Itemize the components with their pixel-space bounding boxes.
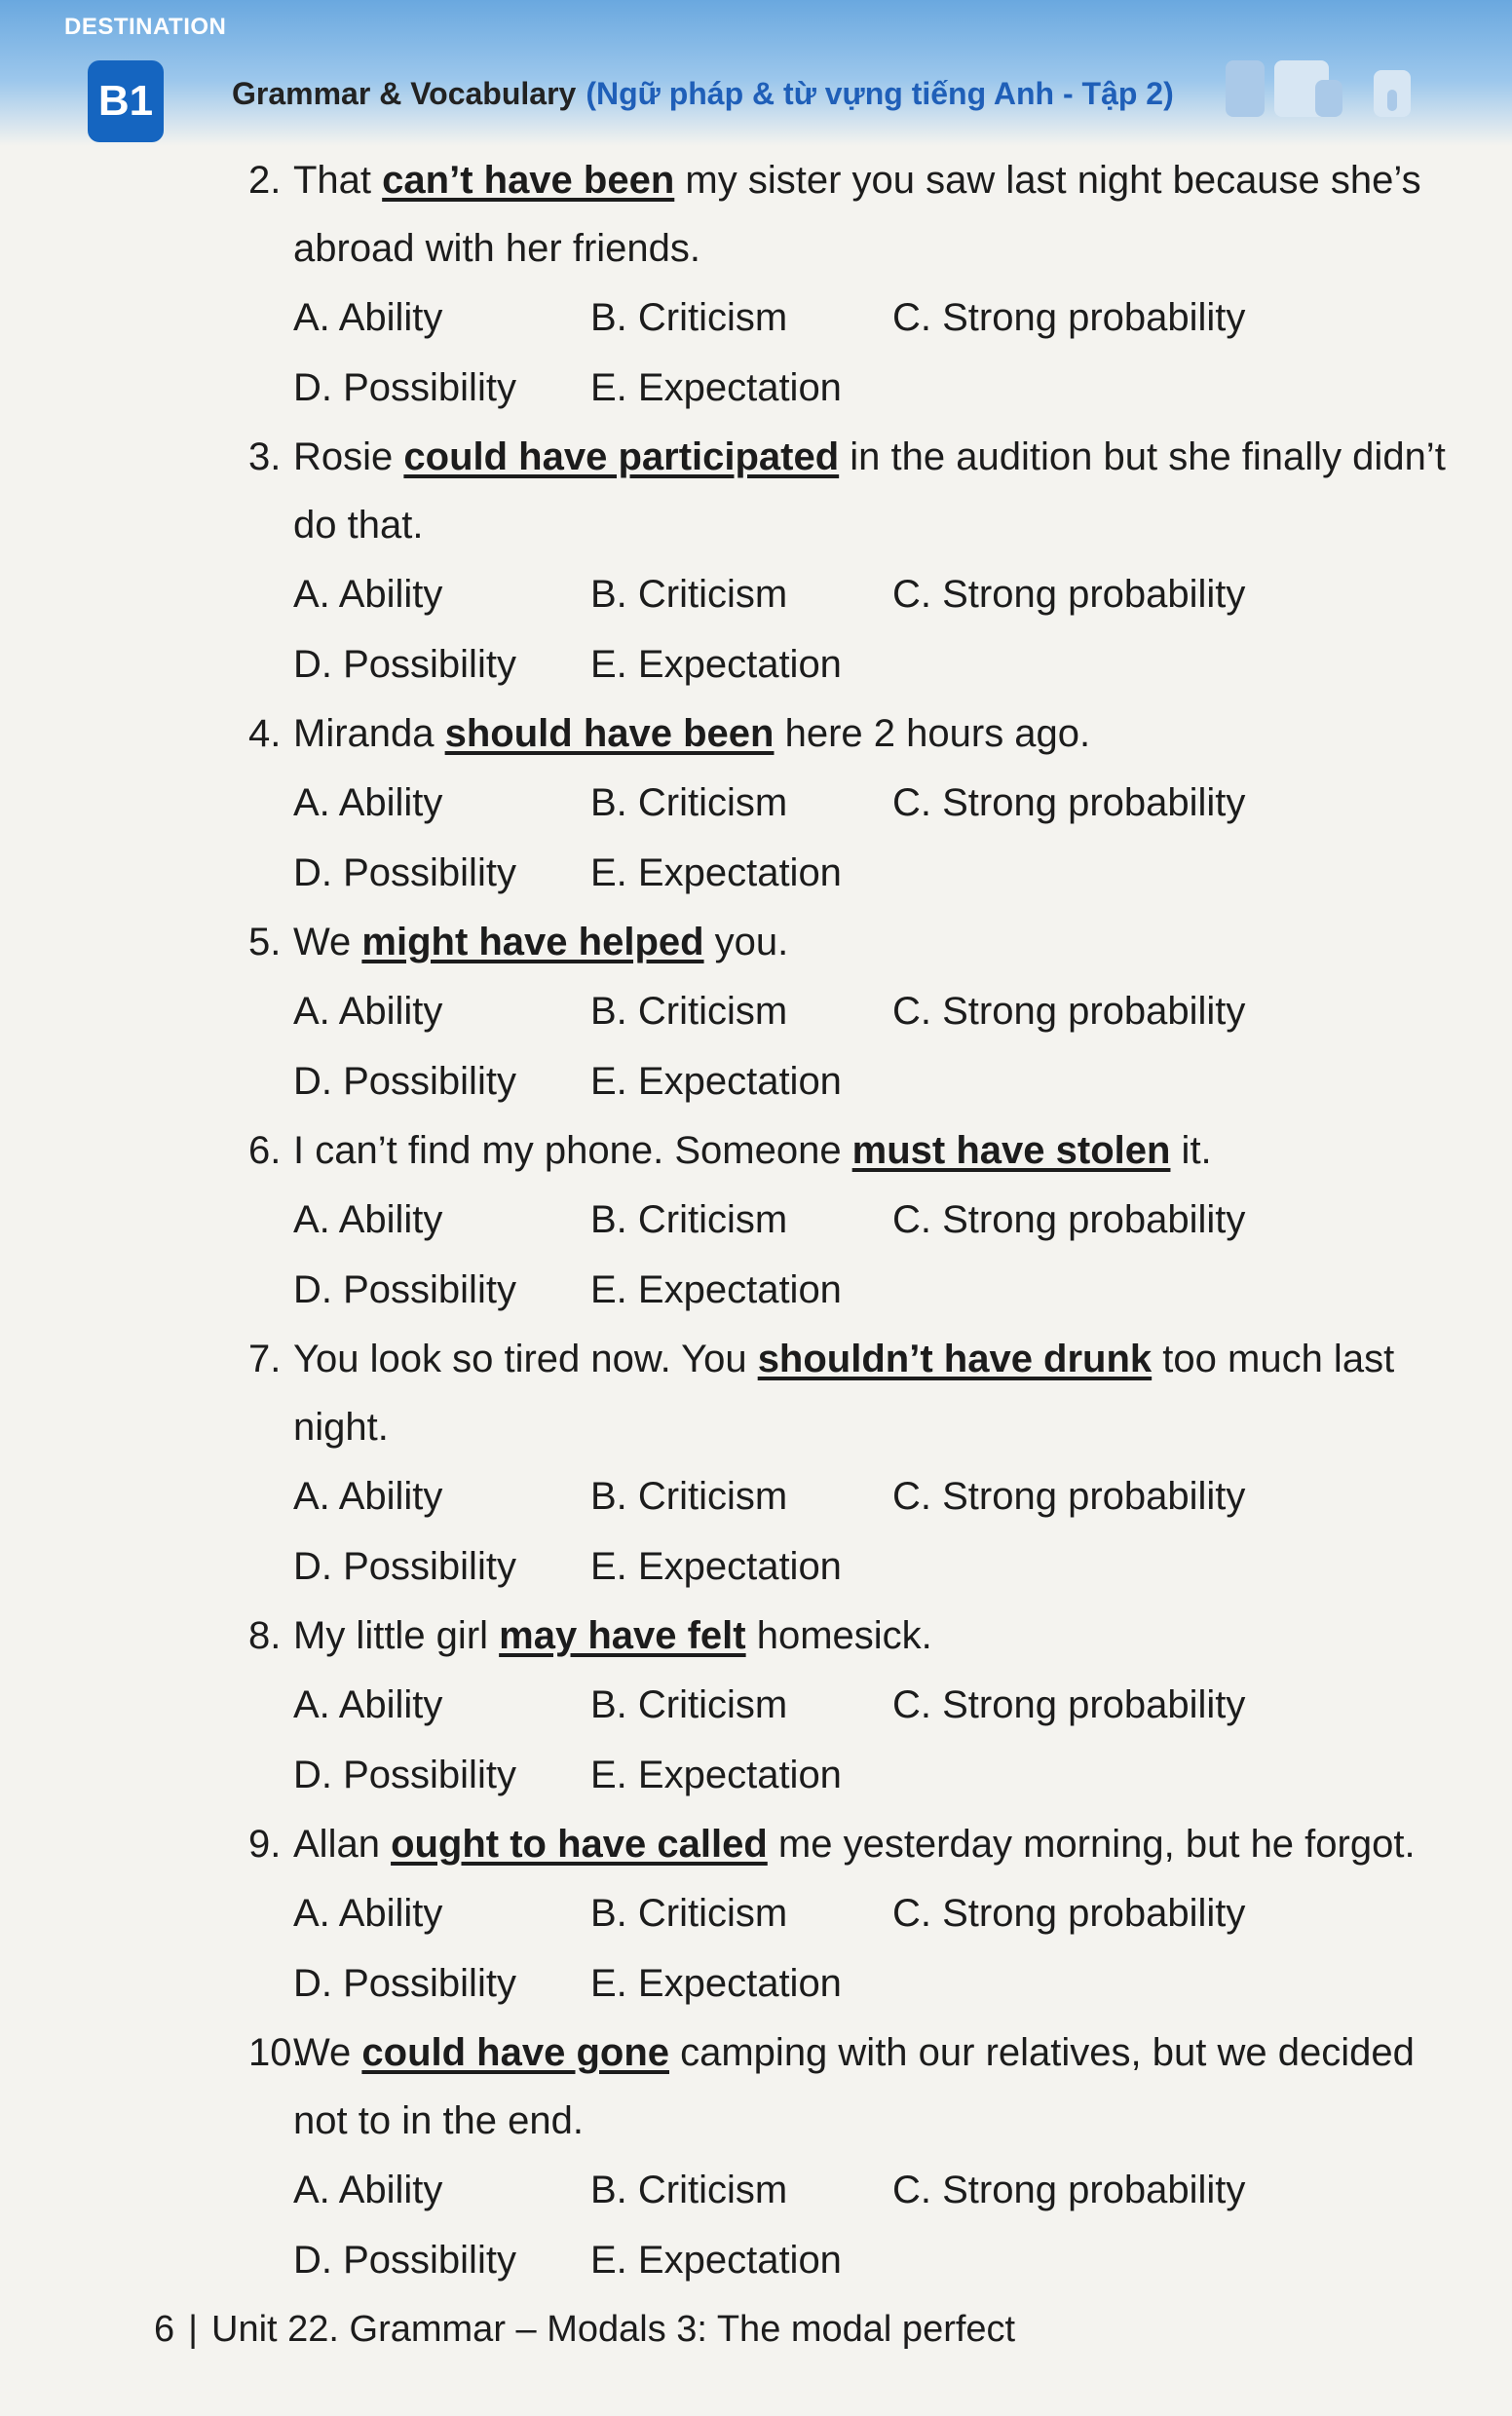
series-label: DESTINATION <box>64 14 227 40</box>
footer-separator: | <box>188 2309 199 2350</box>
question-item <box>248 1810 1456 2019</box>
question-number: 9. <box>248 1823 282 1866</box>
question-stem-before: My little girl <box>293 1614 500 1657</box>
book-title-sub: (Ngữ pháp & từ vựng tiếng Anh - Tập 2) <box>586 76 1174 111</box>
answer-option[interactable]: C. Strong probability <box>892 1892 1246 1935</box>
decorative-tab <box>1315 80 1342 117</box>
answer-option[interactable]: E. Expectation <box>590 1754 842 1796</box>
question-stem-after: homesick. <box>745 1614 932 1657</box>
answer-option[interactable]: D. Possibility <box>293 1754 516 1796</box>
question-item <box>248 1325 1456 1602</box>
question-stem-after: me yesterday morning, but he forgot. <box>767 1823 1416 1866</box>
answer-option[interactable]: B. Criticism <box>590 2169 788 2211</box>
answer-option[interactable]: B. Criticism <box>590 1683 788 1726</box>
answer-option[interactable]: A. Ability <box>293 990 443 1033</box>
decorative-tab <box>1226 60 1265 117</box>
question-stem-before: Allan <box>293 1823 392 1866</box>
modal-phrase: can’t have been <box>382 159 675 202</box>
answer-option[interactable]: D. Possibility <box>293 1545 516 1588</box>
question-number: 6. <box>248 1129 282 1172</box>
question-stem-after: in the audition but she finally didn’t do that. <box>293 435 1446 547</box>
question-stem-after: my sister you saw last night because she’s abroad with her friends. <box>293 159 1421 270</box>
book-title <box>232 76 1174 112</box>
answer-option[interactable]: D. Possibility <box>293 1962 516 2005</box>
question-text <box>248 1602 1456 1670</box>
question-item <box>248 1116 1456 1325</box>
answer-option[interactable]: C. Strong probability <box>892 296 1246 339</box>
answer-option[interactable]: C. Strong probability <box>892 990 1246 1033</box>
answer-option[interactable]: E. Expectation <box>590 366 842 409</box>
answer-options <box>293 283 1456 423</box>
question-stem-after: too much last night. <box>293 1338 1395 1449</box>
question-item <box>248 699 1456 908</box>
answer-options <box>293 1461 1456 1602</box>
answer-option[interactable]: D. Possibility <box>293 2239 516 2282</box>
modal-phrase: ought to have called <box>391 1823 768 1866</box>
answer-option[interactable]: A. Ability <box>293 1198 443 1241</box>
question-number: 3. <box>248 435 282 478</box>
answer-options <box>293 976 1456 1116</box>
answer-option[interactable]: E. Expectation <box>590 851 842 894</box>
answer-option[interactable]: C. Strong probability <box>892 573 1246 616</box>
question-stem-before: You look so tired now. You <box>293 1338 758 1380</box>
question-item <box>248 908 1456 1116</box>
question-number: 10. <box>248 2031 303 2074</box>
answer-option[interactable]: D. Possibility <box>293 851 516 894</box>
question-stem-after: you. <box>703 921 789 963</box>
question-stem-after: camping with our relatives, but we decided not to in the end. <box>293 2031 1415 2142</box>
question-text <box>248 423 1456 559</box>
question-stem-before: That <box>293 159 383 202</box>
answer-options <box>293 1185 1456 1325</box>
question-stem-before: We <box>293 2031 362 2074</box>
answer-option[interactable]: A. Ability <box>293 781 443 824</box>
answer-option[interactable]: C. Strong probability <box>892 1475 1246 1518</box>
answer-option[interactable]: E. Expectation <box>590 1268 842 1311</box>
book-title-main: Grammar & Vocabulary <box>232 76 577 111</box>
question-number: 8. <box>248 1614 282 1657</box>
answer-options <box>293 1878 1456 2019</box>
answer-options <box>293 768 1456 908</box>
modal-phrase: could have gone <box>361 2031 669 2074</box>
modal-phrase: should have been <box>444 712 775 755</box>
answer-option[interactable]: A. Ability <box>293 1683 443 1726</box>
answer-option[interactable]: B. Criticism <box>590 1475 788 1518</box>
answer-option[interactable]: B. Criticism <box>590 781 788 824</box>
answer-option[interactable]: C. Strong probability <box>892 781 1246 824</box>
answer-options <box>293 559 1456 699</box>
answer-option[interactable]: E. Expectation <box>590 1962 842 2005</box>
question-stem-before: I can’t find my phone. Someone <box>293 1129 852 1172</box>
answer-option[interactable]: E. Expectation <box>590 1060 842 1103</box>
question-item <box>248 423 1456 699</box>
answer-option[interactable]: B. Criticism <box>590 1892 788 1935</box>
modal-phrase: must have stolen <box>851 1129 1171 1172</box>
question-stem-before: Rosie <box>293 435 404 478</box>
question-item <box>248 1602 1456 1810</box>
answer-option[interactable]: E. Expectation <box>590 643 842 686</box>
question-number: 5. <box>248 921 282 963</box>
question-number: 4. <box>248 712 282 755</box>
answer-option[interactable]: D. Possibility <box>293 643 516 686</box>
answer-option[interactable]: C. Strong probability <box>892 1683 1246 1726</box>
question-number: 2. <box>248 159 282 202</box>
unit-title: Unit 22. Grammar – Modals 3: The modal perfect <box>211 2309 1016 2350</box>
modal-phrase: shouldn’t have drunk <box>757 1338 1153 1380</box>
answer-option[interactable]: B. Criticism <box>590 296 788 339</box>
answer-option[interactable]: C. Strong probability <box>892 1198 1246 1241</box>
question-stem-before: Miranda <box>293 712 445 755</box>
answer-options <box>293 2155 1456 2295</box>
question-stem-before: We <box>293 921 362 963</box>
question-text <box>248 699 1456 768</box>
question-stem-after: it. <box>1170 1129 1212 1172</box>
answer-option[interactable]: C. Strong probability <box>892 2169 1246 2211</box>
question-text <box>248 2019 1456 2155</box>
answer-option[interactable]: B. Criticism <box>590 990 788 1033</box>
question-text <box>248 1116 1456 1185</box>
question-text <box>248 1325 1456 1461</box>
question-text <box>248 908 1456 976</box>
answer-option[interactable]: A. Ability <box>293 2169 443 2211</box>
answer-option[interactable]: A. Ability <box>293 1892 443 1935</box>
answer-option[interactable]: D. Possibility <box>293 1268 516 1311</box>
answer-option[interactable]: E. Expectation <box>590 2239 842 2282</box>
answer-option[interactable]: A. Ability <box>293 1475 443 1518</box>
question-item <box>248 146 1456 423</box>
answer-option[interactable]: B. Criticism <box>590 573 788 616</box>
question-item <box>248 2019 1456 2295</box>
question-text <box>248 146 1456 283</box>
answer-option[interactable]: A. Ability <box>293 573 443 616</box>
answer-options <box>293 1670 1456 1810</box>
question-list <box>0 146 1512 2295</box>
page-number: 6 <box>154 2309 175 2350</box>
answer-option[interactable]: B. Criticism <box>590 1198 788 1241</box>
question-stem-after: here 2 hours ago. <box>774 712 1091 755</box>
answer-option[interactable]: A. Ability <box>293 296 443 339</box>
modal-phrase: could have participated <box>403 435 840 478</box>
level-badge: B1 <box>88 60 164 142</box>
answer-option[interactable]: E. Expectation <box>590 1545 842 1588</box>
question-number: 7. <box>248 1338 282 1380</box>
answer-option[interactable]: D. Possibility <box>293 366 516 409</box>
question-text <box>248 1810 1456 1878</box>
decorative-tab <box>1387 90 1397 111</box>
modal-phrase: might have helped <box>361 921 704 963</box>
modal-phrase: may have felt <box>499 1614 746 1657</box>
answer-option[interactable]: D. Possibility <box>293 1060 516 1103</box>
page-footer <box>154 2309 1015 2351</box>
